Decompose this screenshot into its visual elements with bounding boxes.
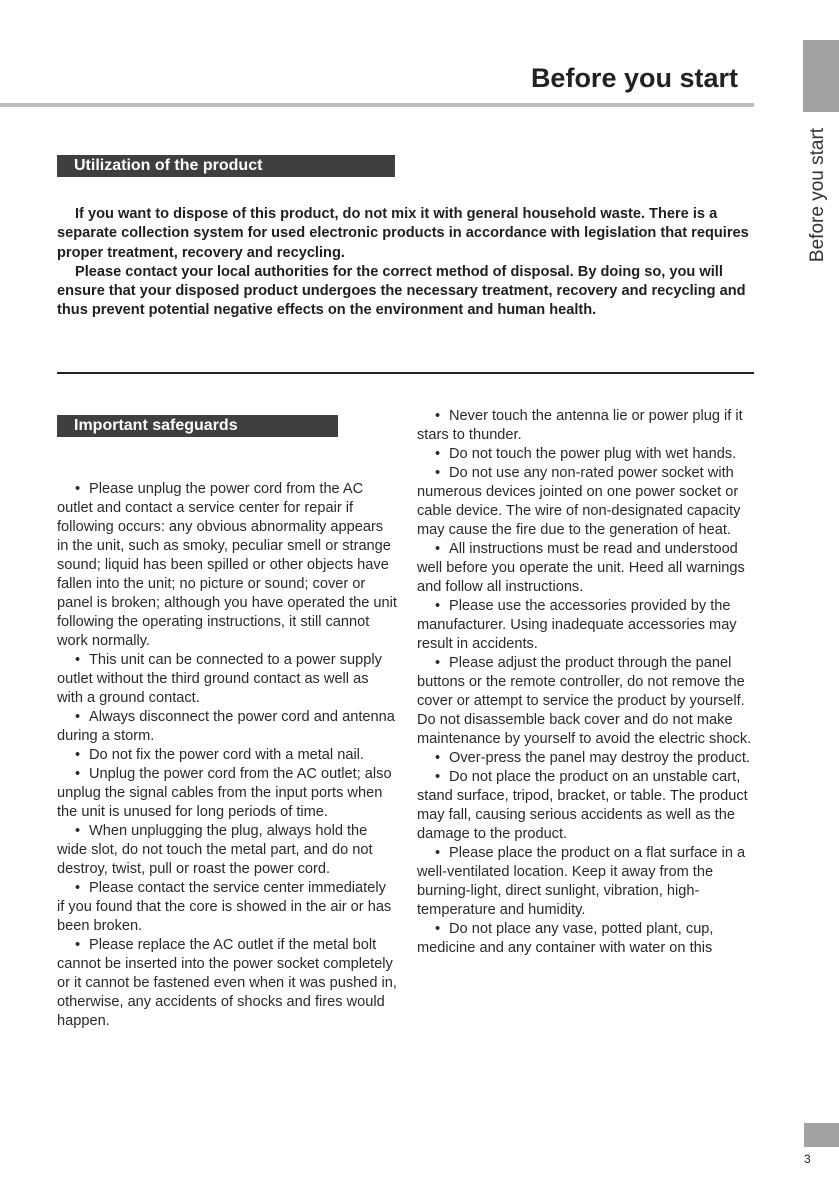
section-divider: [57, 372, 754, 374]
safeguard-text: Do not place any vase, potted plant, cup, medicine and any container with water on this: [417, 921, 714, 956]
bullet-icon: •: [75, 823, 81, 839]
bullet-icon: •: [435, 921, 441, 937]
bullet-icon: •: [75, 766, 81, 782]
safeguard-text: This unit can be connected to a power supply outlet without the third ground contact as well as with a ground contact.: [57, 652, 382, 706]
safeguard-text: Do not touch the power plug with wet hands.: [449, 446, 737, 462]
safeguard-item: [417, 844, 757, 920]
safeguard-text: Do not use any non-rated power socket with numerous devices jointed on one power socket or cable device. The wire of non-designated capacity may cause the fire due to the generation of heat.: [417, 465, 741, 538]
bullet-icon: •: [435, 655, 441, 671]
safeguard-text: Never touch the antenna lie or power plug if it stars to thunder.: [417, 408, 743, 443]
side-tab-label-text: Before you start: [807, 127, 828, 263]
safeguard-item: [57, 765, 397, 822]
safeguard-item: [417, 654, 757, 749]
safeguard-text: Please unplug the power cord from the AC outlet and contact a service center for repair if following occurs: any obvious abnormality appears in the unit, such as smoky, peculiar smell or strange sound; liquid has been spilled or other objects have fallen into the unit; no picture or sound; cover or panel is broken; although you have operated the unit following the operating instructions, it still cannot work normally.: [57, 481, 397, 649]
page-number-marker: [804, 1123, 839, 1147]
page-number: 3: [804, 1152, 811, 1166]
safeguard-text: Please replace the AC outlet if the metal bolt cannot be inserted into the power socket completely or it cannot be fastened even when it was pushed in, otherwise, any accidents of shocks and fires would happen.: [57, 937, 397, 1029]
bullet-icon: •: [435, 408, 441, 424]
utilization-text: [57, 205, 754, 321]
safeguard-text: When unplugging the plug, always hold the wide slot, do not touch the metal part, and do not destroy, twist, pull or roast the power cord.: [57, 823, 373, 877]
side-tab-marker: [803, 40, 839, 112]
utilization-heading: Utilization of the product: [57, 155, 395, 177]
side-tab-label: [798, 120, 838, 270]
bullet-icon: •: [75, 652, 81, 668]
bullet-icon: •: [435, 446, 441, 462]
safeguards-heading: Important safeguards: [57, 415, 338, 437]
safeguard-text: Please adjust the product through the panel buttons or the remote controller, do not remove the cover or attempt to service the product by yourself. Do not disassemble back cover and do not make maintenance by yourself to avoid the electric shock.: [417, 655, 752, 747]
safeguard-item: [417, 445, 757, 464]
bullet-icon: •: [435, 598, 441, 614]
safeguard-item: [57, 480, 397, 651]
safeguard-text: Do not fix the power cord with a metal nail.: [89, 747, 364, 763]
safeguard-text: Always disconnect the power cord and antenna during a storm.: [57, 709, 395, 744]
bullet-icon: •: [75, 709, 81, 725]
utilization-paragraph: Please contact your local authorities for the correct method of disposal. By doing so, you will ensure that your disposed product undergoes the necessary treatment, recovery and recycling and thus prevent potential negative effects on the environment and human health.: [57, 263, 746, 319]
safeguard-item: [417, 768, 757, 844]
safeguard-item: [417, 597, 757, 654]
safeguard-item: [57, 936, 397, 1031]
safeguard-item: [417, 464, 757, 540]
safeguard-text: Over-press the panel may destroy the product.: [449, 750, 750, 766]
bullet-icon: •: [435, 845, 441, 861]
safeguard-item: [417, 407, 757, 445]
bullet-icon: •: [435, 541, 441, 557]
page-title: Before you start: [530, 63, 738, 93]
bullet-icon: •: [75, 937, 81, 953]
bullet-icon: •: [435, 465, 441, 481]
safeguard-item: [417, 749, 757, 768]
safeguards-left-column: [57, 480, 397, 1031]
bullet-icon: •: [75, 747, 81, 763]
safeguard-item: [417, 540, 757, 597]
safeguard-item: [57, 651, 397, 708]
title-divider: [0, 103, 754, 107]
safeguard-item: [57, 746, 397, 765]
utilization-paragraph: If you want to dispose of this product, do not mix it with general household waste. There is a separate collection system for used electronic products in accordance with legislation that requires proper treatment, recovery and recycling.: [57, 206, 749, 261]
safeguard-item: [57, 708, 397, 746]
safeguards-right-column: [417, 407, 757, 958]
bullet-icon: •: [75, 481, 81, 497]
safeguard-text: Unplug the power cord from the AC outlet; also unplug the signal cables from the input ports when the unit is unused for long periods of time.: [57, 766, 392, 820]
safeguard-item: [57, 879, 397, 936]
safeguard-text: Please place the product on a flat surface in a well-ventilated location. Keep it away from the burning-light, direct sunlight, vibration, high-temperature and humidity.: [417, 845, 746, 918]
safeguard-text: Do not place the product on an unstable cart, stand surface, tripod, bracket, or table. The product may fall, causing serious accidents as well as the damage to the product.: [417, 769, 748, 842]
safeguard-text: Please contact the service center immediately if you found that the core is showed in the air or has been broken.: [57, 880, 392, 934]
safeguard-item: [57, 822, 397, 879]
bullet-icon: •: [435, 750, 441, 766]
safeguard-text: Please use the accessories provided by the manufacturer. Using inadequate accessories may result in accidents.: [417, 598, 737, 652]
bullet-icon: •: [75, 880, 81, 896]
bullet-icon: •: [435, 769, 441, 785]
safeguard-item: [417, 920, 757, 958]
safeguard-text: All instructions must be read and understood well before you operate the unit. Heed all warnings and follow all instructions.: [417, 541, 745, 595]
